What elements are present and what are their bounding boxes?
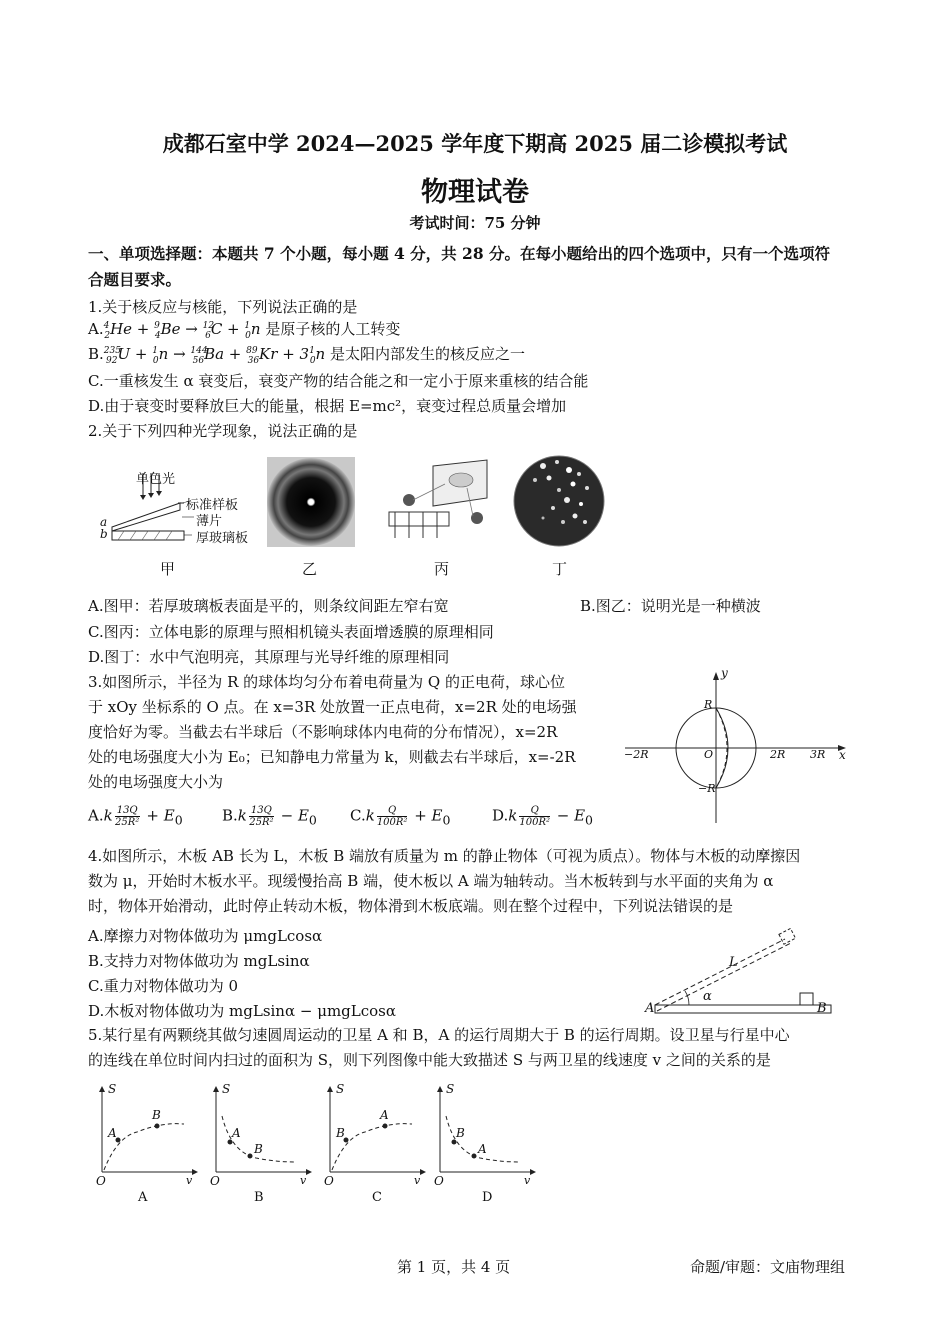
q3-option-c: C.k $\frac{Q}{\text{100R²}}$ + $E_0$ — [350, 805, 451, 828]
q4-figure — [645, 925, 845, 1020]
q1-b-text: 是太阳内部发生的核反应之一 — [325, 345, 525, 363]
q3-label-O: O — [704, 748, 714, 761]
q4-label-L: L — [729, 955, 738, 970]
q2-option-b: B.图乙：说明光是一种横波 — [580, 597, 761, 615]
q5c-point-B: B — [336, 1126, 345, 1140]
q5b-axis-v: v — [300, 1174, 307, 1187]
caption-ding: 丁 — [552, 560, 568, 578]
q5d-axis-S: S — [446, 1082, 455, 1096]
caption-bing: 丙 — [434, 560, 450, 578]
q4-line2: 数为 μ，开始时木板水平。现缓慢抬高 B 端，使木板以 A 端为轴转动。当木板转到与水平面的夹角为 α — [88, 872, 774, 890]
q5a-axis-O: O — [96, 1174, 106, 1188]
q2-figure-jia — [98, 455, 268, 555]
q5-graph-c — [320, 1082, 430, 1188]
q5-caption-a: A — [138, 1190, 148, 1205]
exam-time: 考试时间：75 分钟 — [409, 214, 541, 232]
label-thin-sheet: 薄片 — [196, 514, 223, 529]
q5d-point-B: B — [456, 1126, 465, 1140]
label-monochrome-light: 单色光 — [136, 472, 176, 487]
q2-option-a: A.图甲：若厚玻璃板表面是平的，则条纹间距左窄右宽 — [88, 597, 449, 615]
q1-option-c: C.一重核发生 α 衰变后，衰变产物的结合能之和一定小于原来重核的结合能 — [88, 372, 589, 390]
q5-line1: 5.某行星有两颗绕其做匀速圆周运动的卫星 A 和 B，A 的运行周期大于 B 的运行周期。设卫星与行星中心 — [88, 1026, 790, 1044]
q3-line4: 处的电场强度大小为 E₀；已知静电力常量为 k，则截去右半球后，x=-2R — [88, 748, 576, 766]
q1-option-a: A.$^4_2$He + $^9_4$Be → $^{12}_6$C + $^1_0$n 是原子核的人工转变 — [88, 320, 401, 341]
q2-stem: 2.关于下列四种光学现象，说法正确的是 — [88, 422, 358, 440]
section-heading-line1: 一、单项选择题：本题共 7 个小题，每小题 4 分，共 28 分。在每小题给出的四个选项中，只有一个选项符 — [88, 244, 831, 263]
q5c-axis-v: v — [414, 1174, 421, 1187]
q1-a-equation: $^4_2$He + $^9_4$Be → $^{12}_6$C + $^1_0$n — [103, 320, 261, 341]
q5a-point-B: B — [152, 1108, 161, 1122]
q4-label-B: B — [817, 1001, 827, 1016]
q4-line1: 4.如图所示，木板 AB 长为 L，木板 B 端放有质量为 m 的静止物体（可视为质点）。物体与木板的动摩擦因 — [88, 847, 801, 865]
caption-jia: 甲 — [160, 560, 176, 578]
q5-caption-d: D — [482, 1190, 493, 1205]
q2-option-d: D.图丁：水中气泡明亮，其原理与光导纤维的原理相同 — [88, 648, 450, 666]
q2-figure-yi — [267, 457, 355, 547]
q1-a-text: 是原子核的人工转变 — [260, 320, 401, 338]
q2-figure-ding — [513, 452, 605, 550]
q4-label-alpha: α — [703, 989, 712, 1004]
q1-option-d: D.由于衰变时要释放巨大的能量，根据 E=mc²，衰变过程总质量会增加 — [88, 397, 567, 415]
q3-option-a: A.k $\frac{13Q}{\text{25R²}}$ + $E_0$ — [88, 805, 183, 828]
q5-line2: 的连线在单位时间内扫过的面积为 S，则下列图像中能大致描述 S 与两卫星的线速度 v 之间的关系的是 — [88, 1051, 771, 1069]
caption-yi: 乙 — [302, 560, 318, 578]
q5-graph-d — [430, 1082, 540, 1188]
q2-figure-bing — [375, 458, 500, 548]
q5b-point-A: A — [232, 1126, 241, 1140]
q5c-axis-O: O — [324, 1174, 334, 1188]
q3-line2: 于 xOy 坐标系的 O 点。在 x=3R 处放置一正点电荷，x=2R 处的电场强 — [88, 698, 577, 716]
q5-caption-c: C — [372, 1190, 382, 1205]
q3-label-neg2R: −2R — [624, 748, 649, 761]
q4-option-b: B.支持力对物体做功为 mgLsinα — [88, 952, 310, 970]
author-credit: 命题/审题：文庙物理组 — [690, 1258, 846, 1276]
q3-label-2R: 2R — [770, 748, 786, 761]
label-b: b — [100, 527, 108, 541]
q5c-axis-S: S — [336, 1082, 345, 1096]
q5d-point-A: A — [478, 1142, 487, 1156]
q3-label-y: y — [721, 666, 728, 680]
q4-option-d: D.木板对物体做功为 mgLsinα − μmgLcosα — [88, 1002, 396, 1020]
q5-caption-b: B — [254, 1190, 264, 1205]
school-title: 成都石室中学 2024—2025 学年度下期高 2025 届二诊模拟考试 — [162, 131, 788, 156]
page-number: 第 1 页，共 4 页 — [397, 1258, 511, 1276]
q3-label-negR: −R — [698, 782, 716, 795]
q5b-axis-S: S — [222, 1082, 231, 1096]
q5a-axis-v: v — [186, 1174, 193, 1187]
label-a: a — [100, 515, 108, 529]
q5a-axis-S: S — [108, 1082, 117, 1096]
q3-label-3R: 3R — [810, 748, 826, 761]
section-heading-line2: 合题目要求。 — [88, 270, 182, 289]
q5a-point-A: A — [108, 1126, 117, 1140]
q4-line3: 时，物体开始滑动，此时停止转动木板，物体滑到木板底端。则在整个过程中，下列说法错误的是 — [88, 897, 734, 915]
q5d-axis-v: v — [524, 1174, 531, 1187]
q3-line3: 度恰好为零。当截去右半球后（不影响球体内电荷的分布情况），x=2R — [88, 723, 558, 741]
q3-line5: 处的电场强度大小为 — [88, 773, 224, 791]
subject-title: 物理试卷 — [421, 177, 529, 208]
q5c-point-A: A — [380, 1108, 389, 1122]
q5-graph-a — [92, 1082, 202, 1188]
q1-b-equation: $^{235}_{92}U + ^1_0n \to ^{144}_{56}Ba + ^{89}_{36}Kr + 3^1_0n$ — [103, 345, 326, 366]
q4-label-A: A — [645, 1001, 655, 1016]
q2-option-c: C.图丙：立体电影的原理与照相机镜头表面增透膜的原理相同 — [88, 623, 494, 641]
q1-option-b: $B.^{235}_{92}U + ^1_0n \to ^{144}_{56}Ba + ^{89}_{36}Kr + 3^1_0n$ 是太阳内部发生的核反应之一 — [88, 345, 525, 366]
q3-option-d: D.k $\frac{Q}{\text{100R²}}$ − $E_0$ — [492, 805, 593, 828]
q3-line1: 3.如图所示，半径为 R 的球体均匀分布着电荷量为 Q 的正电荷，球心位 — [88, 673, 565, 691]
q4-option-a: A.摩擦力对物体做功为 μmgLcosα — [88, 927, 323, 945]
q4-option-c: C.重力对物体做功为 0 — [88, 977, 239, 995]
q5b-axis-O: O — [210, 1174, 220, 1188]
label-thick-glass: 厚玻璃板 — [196, 531, 249, 546]
q3-label-R: R — [704, 698, 713, 711]
q5-graph-b — [206, 1082, 316, 1188]
q3-option-b: B.k $\frac{13Q}{\text{25R²}}$ − $E_0$ — [222, 805, 317, 828]
q5b-point-B: B — [254, 1142, 263, 1156]
q1-stem: 1.关于核反应与核能，下列说法正确的是 — [88, 298, 358, 316]
q3-figure — [620, 668, 850, 828]
q3-label-x: x — [839, 748, 846, 762]
label-standard-plate: 标准样板 — [186, 498, 239, 513]
q5d-axis-O: O — [434, 1174, 444, 1188]
